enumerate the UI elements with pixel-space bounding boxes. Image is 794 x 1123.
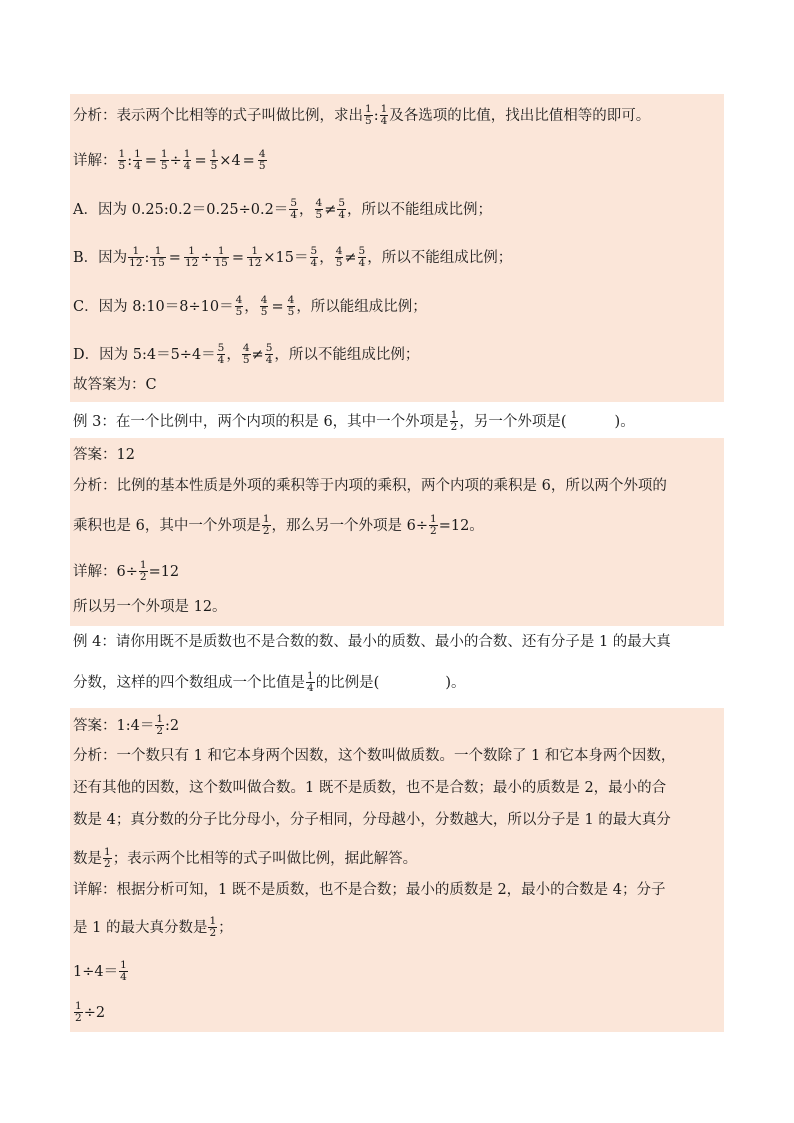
text-run: 1	[188, 245, 195, 257]
text-run: 1	[139, 559, 147, 571]
text-run: ，所以不能组成比例；	[367, 249, 513, 266]
text-run: 4	[242, 342, 250, 354]
text-run: 答案：1:4＝	[73, 717, 155, 734]
text-run: ；表示两个比相等的式子叫做比例，据此解答。	[112, 850, 418, 867]
text-run: 1	[450, 409, 458, 421]
text-run: 5	[335, 257, 343, 269]
text-run: 4	[260, 294, 268, 306]
fraction	[450, 410, 459, 433]
option-c-line	[73, 295, 427, 318]
text-run: 12	[248, 257, 262, 269]
fraction	[150, 246, 165, 269]
text-run: 5	[235, 306, 243, 318]
text-run: 5	[365, 115, 372, 127]
text-run: 1	[156, 713, 164, 725]
text-run: 4	[265, 354, 273, 366]
text-run: 1	[209, 915, 217, 927]
text-run: =	[168, 249, 181, 266]
text-run: =	[194, 152, 207, 169]
text-run: 1	[307, 670, 314, 682]
option-b-line	[73, 246, 512, 269]
text-run: 2	[139, 571, 147, 583]
text-run: ，另一个外项是(	[459, 413, 567, 430]
analysis-line	[73, 104, 650, 127]
fraction	[306, 671, 315, 694]
text-run: 4	[290, 209, 297, 221]
fraction	[139, 560, 148, 583]
text-run: 4	[134, 160, 141, 172]
text-run: 5	[160, 160, 168, 172]
text-run: =	[271, 298, 284, 315]
text-run: C．因为 8:10＝8÷10＝	[73, 298, 234, 315]
text-run: 数是	[73, 850, 102, 867]
text-run: 5	[265, 342, 273, 354]
text-run: 是 1 的最大真分数是	[73, 919, 208, 936]
fraction	[247, 246, 262, 269]
text-run: :	[373, 107, 379, 124]
text-run: 15	[214, 257, 228, 269]
text-run: ≠	[344, 249, 357, 266]
text-run: 1	[262, 513, 270, 525]
text-run: 例 3：在一个比例中，两个内项的积是 6，其中一个外项是	[73, 413, 449, 430]
fraction	[242, 343, 251, 366]
text-run: =	[144, 152, 157, 169]
detail-line	[73, 149, 268, 172]
text-run: A．因为 0.25:0.2＝0.25÷0.2＝	[73, 201, 289, 218]
fraction	[287, 295, 296, 318]
fraction	[235, 295, 244, 318]
text-run: 5	[338, 197, 346, 209]
text-run: ÷	[200, 249, 213, 266]
fraction-1-5	[364, 104, 373, 127]
solution-block-3	[70, 708, 724, 1032]
text-run: =	[242, 152, 255, 169]
text-run: ，	[319, 249, 334, 266]
example-4-question	[70, 627, 724, 705]
final-answer	[73, 375, 157, 395]
text-run: 所以另一个外项是 12。	[73, 599, 227, 615]
text-run: 5	[242, 354, 250, 366]
text-run: 分析：一个数只有 1 和它本身两个因数，这个数叫做质数。一个数除了 1 和它本身两个因数，	[73, 748, 676, 764]
text-run: ，所以能组成比例；	[296, 298, 427, 315]
text-run: 答案：12	[73, 447, 135, 463]
fraction	[260, 295, 269, 318]
fraction	[289, 198, 298, 221]
text-run: 2	[430, 525, 437, 537]
text-run: 5	[358, 245, 366, 257]
fraction-1-4	[380, 104, 389, 127]
text-run: ×4	[219, 152, 241, 169]
fraction	[118, 149, 127, 172]
text-run: 1	[160, 148, 168, 160]
fraction	[310, 246, 319, 269]
text-run: 4	[338, 209, 346, 221]
text-run: 详解：6÷	[73, 563, 138, 580]
fraction	[128, 246, 143, 269]
text-run: 5	[260, 306, 268, 318]
text-run: 1	[251, 245, 259, 257]
text-run: 2	[156, 725, 164, 737]
text-run: )。	[445, 674, 466, 691]
text-run: ÷2	[83, 1004, 106, 1021]
text-run: :2	[165, 717, 180, 734]
text-run: ，	[226, 346, 241, 363]
fraction	[217, 343, 226, 366]
fraction	[103, 847, 112, 870]
text-run: 1	[118, 148, 126, 160]
text-run: 例 4：请你用既不是质数也不是合数的数、最小的质数、最小的合数、还有分子是 1 的最大真	[73, 634, 671, 650]
fraction	[210, 149, 219, 172]
text-run: 1	[183, 148, 191, 160]
fraction	[155, 714, 164, 737]
text-run: 的比例是(	[315, 674, 380, 691]
text-run: 1÷4＝	[73, 963, 119, 980]
text-run: :	[144, 249, 150, 266]
fraction	[358, 246, 367, 269]
fraction	[119, 960, 128, 983]
text-run: 1	[75, 1000, 82, 1012]
text-run: ，	[244, 298, 259, 315]
text-run: 1	[365, 103, 372, 115]
fraction	[183, 149, 192, 172]
text-run: 5	[290, 197, 297, 209]
text-run: =	[231, 249, 245, 266]
text-run: 还有其他的因数，这个数叫做合数。1 既不是质数，也不是合数；最小的质数是 2，最小的合	[73, 780, 667, 796]
fraction	[262, 514, 271, 537]
text-run: ，	[299, 201, 314, 218]
text-run: )。	[614, 413, 635, 430]
text-run: 2	[209, 927, 217, 939]
solution-block-2	[70, 438, 724, 626]
solution-block-1	[70, 94, 724, 402]
text-run: 数是 4；真分数的分子比分母小，分子相同，分母越小，分数越大，所以分子是 1 的最大真分	[73, 812, 671, 828]
fraction	[315, 198, 324, 221]
text-run: 分数，这样的四个数组成一个比值是	[73, 674, 305, 691]
text-run: 5	[315, 209, 323, 221]
text-run: 5	[258, 160, 266, 172]
fraction	[133, 149, 142, 172]
text-run: 4	[315, 197, 323, 209]
text-run: ，那么另一个外项是 6÷	[271, 517, 429, 534]
fraction	[337, 198, 346, 221]
text-run: 4	[358, 257, 366, 269]
text-run: :	[127, 152, 133, 169]
text-run: 1	[132, 245, 140, 257]
fraction	[208, 916, 217, 939]
text-run: 1	[120, 959, 127, 971]
text-run: 4	[235, 294, 243, 306]
text-run: 4	[183, 160, 191, 172]
text-run: 详解：根据分析可知，1 既不是质数，也不是合数；最小的质数是 2，最小的合数是 4；分子	[73, 882, 666, 898]
text-run: ，所以不能组成比例；	[274, 346, 420, 363]
text-run: 2	[75, 1012, 82, 1024]
text-run: D．因为 5:4＝5÷4＝	[73, 346, 216, 363]
fraction	[429, 514, 438, 537]
text-run: 12	[129, 257, 143, 269]
fraction	[258, 149, 267, 172]
text-run: 1	[104, 846, 111, 858]
text-run: =12。	[438, 517, 484, 534]
text-run: 1	[380, 103, 388, 115]
text-run: 4	[120, 971, 127, 983]
analysis-text-b: 及各选项的比值，找出比值相等的即可。	[389, 107, 651, 124]
text-run: 详解：	[73, 152, 117, 169]
text-run: ；	[218, 919, 233, 936]
text-run: ≠	[324, 201, 337, 218]
text-run: 4	[335, 245, 343, 257]
text-run: 5	[287, 306, 295, 318]
text-run: 2	[450, 421, 458, 433]
text-run: B．因为	[73, 249, 128, 266]
text-run: 15	[151, 257, 165, 269]
fraction	[160, 149, 169, 172]
text-run: ，所以不能组成比例；	[347, 201, 493, 218]
analysis-text-a: 分析：表示两个比相等的式子叫做比例，求出	[73, 107, 363, 124]
text-run: 1	[217, 245, 225, 257]
fraction	[335, 246, 344, 269]
text-run: 故答案为：C	[73, 377, 157, 393]
text-run: 2	[262, 525, 270, 537]
text-run: ×15＝	[263, 249, 309, 266]
text-run: =12	[148, 563, 180, 580]
example-3-question	[70, 403, 724, 437]
text-run: 5	[217, 342, 225, 354]
fraction	[213, 246, 228, 269]
text-run: 1	[210, 148, 218, 160]
text-run: 4	[217, 354, 225, 366]
text-run: 4	[258, 148, 266, 160]
option-a-line	[73, 198, 492, 221]
text-run: 12	[184, 257, 199, 269]
text-run: 分析：比例的基本性质是外项的乘积等于内项的乘积，两个内项的乘积是 6，所以两个外项的	[73, 478, 667, 494]
fraction	[184, 246, 199, 269]
text-run: 1	[154, 245, 162, 257]
fraction	[265, 343, 274, 366]
text-run: 1	[134, 148, 141, 160]
text-run: ÷	[169, 152, 182, 169]
text-run: 5	[118, 160, 126, 172]
text-run: 4	[287, 294, 295, 306]
text-run: ≠	[251, 346, 264, 363]
option-d-line	[73, 343, 419, 366]
text-run: 4	[310, 257, 318, 269]
text-run: 4	[380, 115, 388, 127]
text-run: 4	[307, 682, 314, 694]
text-run: 1	[430, 513, 437, 525]
text-run: 乘积也是 6，其中一个外项是	[73, 517, 261, 534]
fraction	[74, 1001, 83, 1024]
text-run: 2	[104, 858, 111, 870]
text-run: 5	[210, 160, 218, 172]
text-run: 5	[310, 245, 318, 257]
